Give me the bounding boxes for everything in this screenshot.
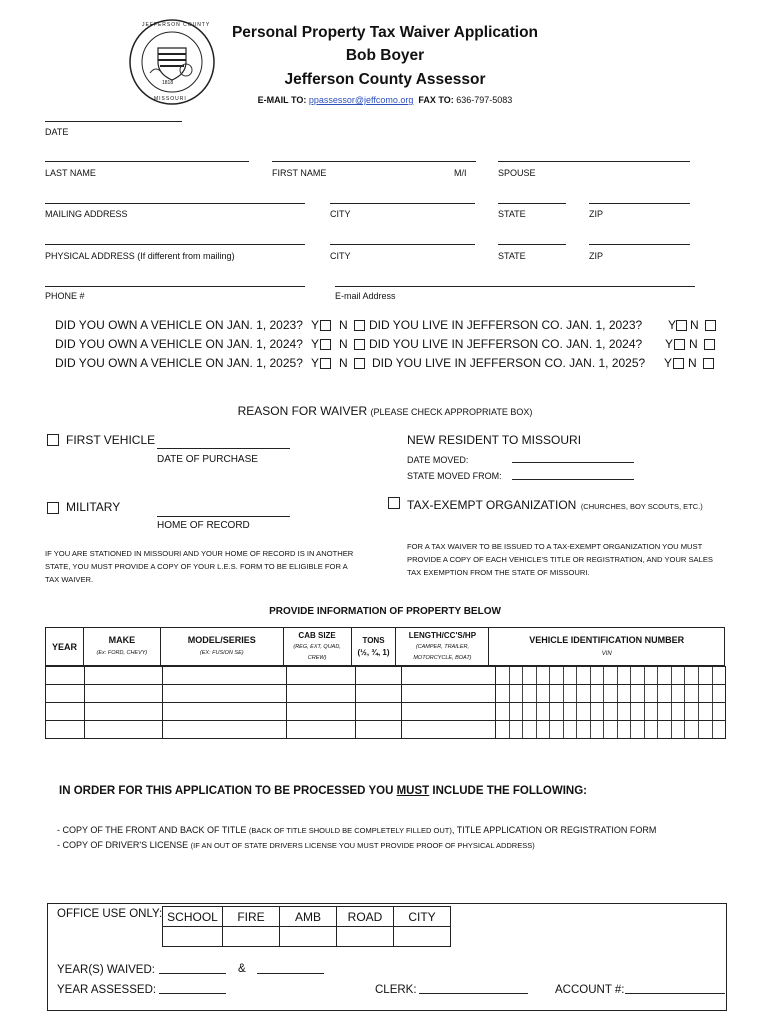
city1-line[interactable] xyxy=(330,203,475,204)
live-2024-n-label: N xyxy=(689,337,698,351)
state-moved-from-line[interactable] xyxy=(512,479,634,480)
own-vehicle-2023: DID YOU OWN A VEHICLE ON JAN. 1, 2023? xyxy=(55,318,303,332)
office-cell-road[interactable] xyxy=(337,927,394,947)
own-2025-y-label: Y xyxy=(311,356,320,370)
property-cell[interactable] xyxy=(85,721,163,739)
vin-char-box[interactable] xyxy=(510,667,524,684)
date-moved-label: DATE MOVED: xyxy=(407,455,469,465)
years-waived-label: YEAR(S) WAIVED: xyxy=(57,964,155,976)
property-cell[interactable] xyxy=(287,685,356,703)
live-2024-yes-checkbox[interactable] xyxy=(674,339,685,350)
vin-char-box[interactable] xyxy=(550,703,564,720)
own-2024-y-label: Y xyxy=(311,337,320,351)
property-row[interactable] xyxy=(46,667,726,685)
clerk-line[interactable] xyxy=(419,993,528,994)
vin-char-box[interactable] xyxy=(713,685,726,702)
property-cell[interactable] xyxy=(356,703,402,721)
own-2024-yes-checkbox[interactable] xyxy=(320,339,331,350)
vin-char-box[interactable] xyxy=(577,721,591,738)
live-2023-no-checkbox[interactable] xyxy=(705,320,716,331)
own-2023-y-label: Y xyxy=(311,318,320,332)
live-2025-y-label: Y xyxy=(664,356,673,370)
office-col-fire: FIRE xyxy=(223,907,280,927)
vin-char-box[interactable] xyxy=(685,667,699,684)
property-cell[interactable] xyxy=(356,685,402,703)
vin-char-box[interactable] xyxy=(713,703,726,720)
account-label: ACCOUNT #: xyxy=(555,984,625,996)
last-name-line[interactable] xyxy=(45,161,249,162)
own-2023-n-label: N xyxy=(339,318,348,332)
seal-bottom-text: MISSOURI xyxy=(154,96,187,102)
property-cell[interactable] xyxy=(287,721,356,739)
account-line[interactable] xyxy=(625,993,725,994)
zip2-line[interactable] xyxy=(589,244,690,245)
vin-char-box[interactable] xyxy=(523,685,537,702)
col-cab: CAB SIZE (REG, EXT, QUAD, CREW) xyxy=(283,628,351,666)
office-cell-fire[interactable] xyxy=(223,927,280,947)
vin-char-box[interactable] xyxy=(564,703,578,720)
vin-char-box[interactable] xyxy=(618,721,632,738)
vin-char-box[interactable] xyxy=(496,685,510,702)
requirement-item-1: - COPY OF THE FRONT AND BACK OF TITLE (BACK OF TITLE SHOULD BE COMPLETELY FILLED OUT), TITLE APPLICATION OR REGISTRATION FORM xyxy=(57,825,657,835)
live-2023-n-label: N xyxy=(690,318,699,332)
date-of-purchase-label: DATE OF PURCHASE xyxy=(157,454,258,465)
vin-char-box[interactable] xyxy=(496,703,510,720)
property-cell[interactable] xyxy=(163,667,287,685)
military-checkbox[interactable] xyxy=(47,502,59,514)
property-cell[interactable] xyxy=(163,721,287,739)
live-2024-y-label: Y xyxy=(665,337,674,351)
first-name-line[interactable] xyxy=(272,161,476,162)
new-resident-label: NEW RESIDENT TO MISSOURI xyxy=(407,433,582,447)
live-jefferson-2023: DID YOU LIVE IN JEFFERSON CO. JAN. 1, 2023? xyxy=(369,318,643,332)
property-header-row xyxy=(46,628,725,666)
tax-exempt-note-paragraph: FOR A TAX WAIVER TO BE ISSUED TO A TAX-EXEMPT ORGANIZATION YOU MUST PROVIDE A COPY OF EACH VEHICLE'S TITLE OR REGISTRATION, AND YOUR SALES TAX EXEMPTION FROM THE STATE OF MISSOURI. xyxy=(407,542,713,577)
state2-label: STATE xyxy=(498,251,526,261)
seal-year: 1818 xyxy=(162,80,174,86)
vin-char-box[interactable] xyxy=(631,667,645,684)
office-cell-city[interactable] xyxy=(394,927,451,947)
requirement-item-2: - COPY OF DRIVER'S LICENSE (IF AN OUT OF STATE DRIVERS LICENSE YOU MUST PROVIDE PROOF OF PHYSICAL ADDRESS) xyxy=(57,840,535,850)
property-cell[interactable] xyxy=(85,703,163,721)
col-length: LENGTH/CC'S/HP (CAMPER, TRAILER, MOTORCYCLE, BOAT) xyxy=(396,628,489,666)
vin-char-box[interactable] xyxy=(658,721,672,738)
property-cell[interactable] xyxy=(402,703,496,721)
property-cell[interactable] xyxy=(163,703,287,721)
own-vehicle-2024: DID YOU OWN A VEHICLE ON JAN. 1, 2024? xyxy=(55,337,303,351)
own-2024-no-checkbox[interactable] xyxy=(354,339,365,350)
vin-char-box[interactable] xyxy=(550,667,564,684)
vin-char-box[interactable] xyxy=(631,721,645,738)
phone-line[interactable] xyxy=(45,286,305,287)
vin-char-box[interactable] xyxy=(645,703,659,720)
live-jefferson-2024: DID YOU LIVE IN JEFFERSON CO. JAN. 1, 2024? xyxy=(369,337,643,351)
property-row[interactable] xyxy=(46,703,726,721)
vin-cell[interactable] xyxy=(496,667,726,685)
property-cell[interactable] xyxy=(402,685,496,703)
live-2023-y-label: Y xyxy=(668,318,677,332)
property-cell[interactable] xyxy=(46,703,85,721)
property-cell[interactable] xyxy=(46,667,85,685)
live-2024-no-checkbox[interactable] xyxy=(704,339,715,350)
property-body[interactable] xyxy=(45,666,726,738)
property-heading: PROVIDE INFORMATION OF PROPERTY BELOW xyxy=(269,606,501,617)
col-vin: VEHICLE IDENTIFICATION NUMBER VIN xyxy=(489,628,725,666)
reason-heading-note: (PLEASE CHECK APPROPRIATE BOX) xyxy=(370,407,533,417)
vin-char-box[interactable] xyxy=(591,685,605,702)
vin-char-box[interactable] xyxy=(631,685,645,702)
tax-exempt-note: (CHURCHES, BOY SCOUTS, ETC.) xyxy=(580,502,703,511)
requirements-heading: IN ORDER FOR THIS APPLICATION TO BE PROCESSED YOU MUST INCLUDE THE FOLLOWING: xyxy=(59,785,587,797)
property-cell[interactable] xyxy=(287,667,356,685)
col-make: MAKE (Ex: FORD, CHEVY) xyxy=(83,628,160,666)
last-name-label: LAST NAME xyxy=(45,168,96,178)
email-link[interactable]: ppassessor@jeffcomo.org xyxy=(308,95,414,105)
office-col-road: ROAD xyxy=(337,907,394,927)
mi-label: M/I xyxy=(454,168,467,178)
city2-label: CITY xyxy=(330,251,351,261)
property-cell[interactable] xyxy=(402,667,496,685)
vin-char-box[interactable] xyxy=(510,685,524,702)
zip2-label: ZIP xyxy=(589,251,604,261)
own-2025-yes-checkbox[interactable] xyxy=(320,358,331,369)
vin-char-box[interactable] xyxy=(713,721,726,738)
vin-char-box[interactable] xyxy=(685,703,699,720)
office-cell-school[interactable] xyxy=(163,927,223,947)
vin-cell[interactable] xyxy=(496,685,726,703)
property-cell[interactable] xyxy=(163,685,287,703)
home-of-record-label: HOME OF RECORD xyxy=(157,520,250,531)
vin-char-box[interactable] xyxy=(672,667,686,684)
seal-top-text: JEFFERSON COUNTY xyxy=(142,22,211,28)
years-waived-line-1[interactable] xyxy=(159,973,226,974)
own-2025-n-label: N xyxy=(339,356,348,370)
physical-address-line[interactable] xyxy=(45,244,305,245)
vin-char-box[interactable] xyxy=(577,703,591,720)
email-label: E-MAIL TO: xyxy=(257,95,307,105)
contact-line xyxy=(0,95,770,105)
live-2023-yes-checkbox[interactable] xyxy=(676,320,687,331)
vin-char-box[interactable] xyxy=(537,721,551,738)
vin-char-box[interactable] xyxy=(699,721,713,738)
property-cell[interactable] xyxy=(356,721,402,739)
tax-exempt-row xyxy=(407,496,703,514)
military-label: MILITARY xyxy=(66,500,121,514)
assessor-name: Bob Boyer xyxy=(345,47,425,64)
city2-line[interactable] xyxy=(330,244,475,245)
vin-char-box[interactable] xyxy=(645,721,659,738)
vin-char-box[interactable] xyxy=(658,667,672,684)
vin-char-box[interactable] xyxy=(577,667,591,684)
vin-char-box[interactable] xyxy=(699,703,713,720)
vin-char-box[interactable] xyxy=(496,667,510,684)
email-line[interactable] xyxy=(335,286,695,287)
mailing-address-label: MAILING ADDRESS xyxy=(45,209,128,219)
live-2025-no-checkbox[interactable] xyxy=(703,358,714,369)
own-2023-no-checkbox[interactable] xyxy=(354,320,365,331)
live-2025-n-label: N xyxy=(688,356,697,370)
vin-char-box[interactable] xyxy=(523,703,537,720)
office-col-school: SCHOOL xyxy=(163,907,223,927)
vin-char-box[interactable] xyxy=(645,685,659,702)
property-cell[interactable] xyxy=(287,703,356,721)
vin-char-box[interactable] xyxy=(537,703,551,720)
property-cell[interactable] xyxy=(85,685,163,703)
live-jefferson-2025: DID YOU LIVE IN JEFFERSON CO. JAN. 1, 2025? xyxy=(372,356,646,370)
home-of-record-line[interactable] xyxy=(157,516,290,517)
physical-address-label: PHYSICAL ADDRESS (If different from mailing) xyxy=(45,251,235,261)
first-vehicle-label: FIRST VEHICLE xyxy=(66,433,156,447)
spouse-line[interactable] xyxy=(498,161,690,162)
vin-char-box[interactable] xyxy=(496,721,510,738)
ampersand: & xyxy=(238,963,246,975)
office-col-amb: AMB xyxy=(280,907,337,927)
property-cell[interactable] xyxy=(402,721,496,739)
tax-exempt-label: TAX-EXEMPT ORGANIZATION xyxy=(407,498,577,512)
vin-char-box[interactable] xyxy=(699,685,713,702)
vin-char-box[interactable] xyxy=(685,721,699,738)
vin-char-box[interactable] xyxy=(631,703,645,720)
reason-heading xyxy=(0,404,770,418)
date-moved-line[interactable] xyxy=(512,462,634,463)
vin-char-box[interactable] xyxy=(672,703,686,720)
property-row[interactable] xyxy=(46,685,726,703)
vin-char-box[interactable] xyxy=(658,685,672,702)
property-cell[interactable] xyxy=(356,667,402,685)
own-2025-no-checkbox[interactable] xyxy=(354,358,365,369)
vin-char-box[interactable] xyxy=(618,703,632,720)
date-label: DATE xyxy=(45,127,69,137)
vin-char-box[interactable] xyxy=(564,685,578,702)
zip1-line[interactable] xyxy=(589,203,690,204)
years-waived-line-2[interactable] xyxy=(257,973,324,974)
vin-char-box[interactable] xyxy=(537,667,551,684)
vin-char-box[interactable] xyxy=(577,685,591,702)
fax-label: FAX TO: xyxy=(418,95,454,105)
col-tons: TONS (½, ¾, 1) xyxy=(351,628,396,666)
office-use-table xyxy=(162,906,451,947)
state-moved-from-label: STATE MOVED FROM: xyxy=(407,471,502,481)
form-title: Personal Property Tax Waiver Application xyxy=(231,24,539,41)
vin-char-box[interactable] xyxy=(699,667,713,684)
reason-heading-text: REASON FOR WAIVER xyxy=(237,404,368,418)
property-cell[interactable] xyxy=(85,667,163,685)
vin-char-box[interactable] xyxy=(591,703,605,720)
vin-char-box[interactable] xyxy=(604,685,618,702)
vin-char-box[interactable] xyxy=(604,667,618,684)
vin-char-box[interactable] xyxy=(523,721,537,738)
year-assessed-line[interactable] xyxy=(159,993,226,994)
first-vehicle-checkbox[interactable] xyxy=(47,434,59,446)
own-2023-yes-checkbox[interactable] xyxy=(320,320,331,331)
property-cell[interactable] xyxy=(46,685,85,703)
property-table xyxy=(45,627,725,666)
vin-char-box[interactable] xyxy=(672,721,686,738)
vin-char-box[interactable] xyxy=(564,667,578,684)
zip1-label: ZIP xyxy=(589,209,604,219)
vin-cell[interactable] xyxy=(496,721,726,739)
tax-exempt-checkbox[interactable] xyxy=(388,497,400,509)
clerk-label: CLERK: xyxy=(375,984,417,996)
vin-char-box[interactable] xyxy=(537,685,551,702)
vin-char-box[interactable] xyxy=(685,685,699,702)
office-use-label: OFFICE USE ONLY: xyxy=(57,908,163,920)
vin-char-box[interactable] xyxy=(672,685,686,702)
state1-line[interactable] xyxy=(498,203,566,204)
date-line[interactable] xyxy=(45,121,182,122)
office-cell-amb[interactable] xyxy=(280,927,337,947)
vin-char-box[interactable] xyxy=(564,721,578,738)
live-2025-yes-checkbox[interactable] xyxy=(673,358,684,369)
vin-char-box[interactable] xyxy=(618,685,632,702)
vin-char-box[interactable] xyxy=(591,667,605,684)
vin-char-box[interactable] xyxy=(645,667,659,684)
vin-char-box[interactable] xyxy=(510,703,524,720)
col-year: YEAR xyxy=(46,628,84,666)
first-name-label: FIRST NAME xyxy=(272,168,327,178)
phone-label: PHONE # xyxy=(45,291,85,301)
state1-label: STATE xyxy=(498,209,526,219)
own-vehicle-2025: DID YOU OWN A VEHICLE ON JAN. 1, 2025? xyxy=(55,356,303,370)
state2-line[interactable] xyxy=(498,244,566,245)
date-of-purchase-line[interactable] xyxy=(157,448,290,449)
email-address-label: E-mail Address xyxy=(335,291,396,301)
col-model: MODEL/SERIES (EX: FUSION SE) xyxy=(160,628,283,666)
mailing-address-line[interactable] xyxy=(45,203,305,204)
vin-char-box[interactable] xyxy=(510,721,524,738)
fax-number: 636-797-5083 xyxy=(456,95,513,105)
vin-char-box[interactable] xyxy=(591,721,605,738)
vin-char-box[interactable] xyxy=(658,703,672,720)
vin-char-box[interactable] xyxy=(550,721,564,738)
vin-char-box[interactable] xyxy=(618,667,632,684)
vin-cell[interactable] xyxy=(496,703,726,721)
property-row[interactable] xyxy=(46,721,726,739)
office-name: Jefferson County Assessor xyxy=(284,71,486,88)
vin-char-box[interactable] xyxy=(604,721,618,738)
year-assessed-label: YEAR ASSESSED: xyxy=(57,984,157,996)
vin-char-box[interactable] xyxy=(713,667,726,684)
property-cell[interactable] xyxy=(46,721,85,739)
own-2024-n-label: N xyxy=(339,337,348,351)
spouse-label: SPOUSE xyxy=(498,168,536,178)
city1-label: CITY xyxy=(330,209,351,219)
vin-char-box[interactable] xyxy=(604,703,618,720)
vin-char-box[interactable] xyxy=(523,667,537,684)
office-col-city: CITY xyxy=(394,907,451,927)
military-note: IF YOU ARE STATIONED IN MISSOURI AND YOUR HOME OF RECORD IS IN ANOTHER STATE, YOU MUST PROVIDE A COPY OF YOUR L.E.S. FORM TO BE ELIGIBLE FOR A TAX WAIVER. xyxy=(45,549,354,584)
vin-char-box[interactable] xyxy=(550,685,564,702)
